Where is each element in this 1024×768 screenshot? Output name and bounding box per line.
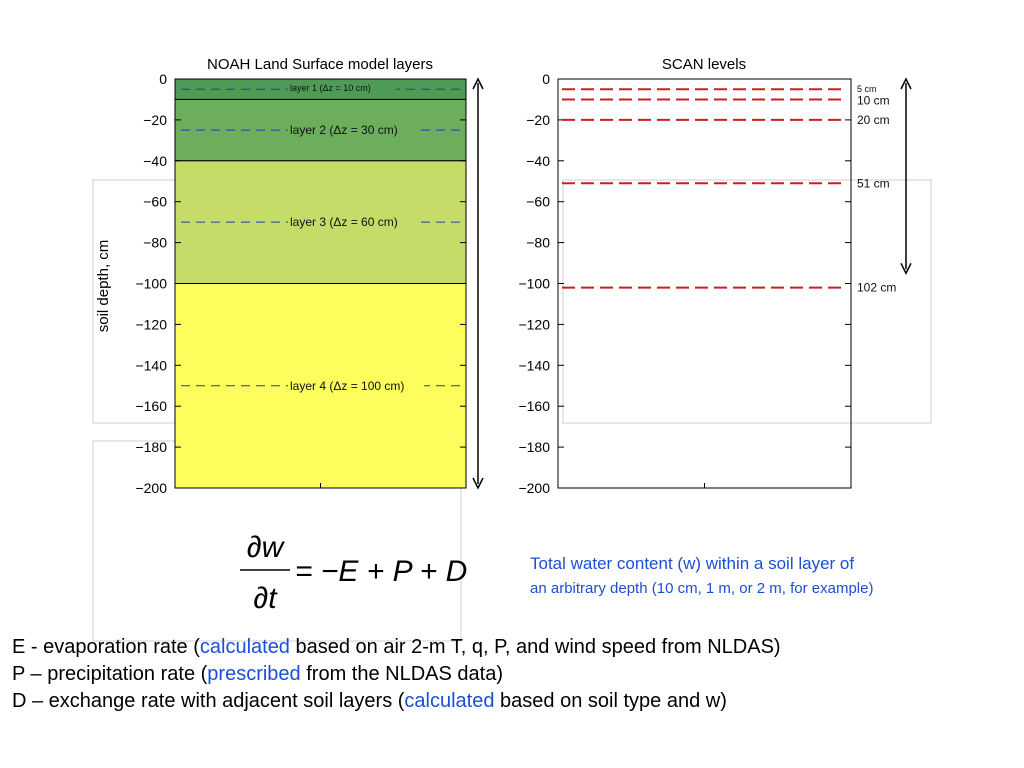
notes-block [12,634,1012,715]
note-evaporation [12,634,1012,661]
noah-tick-label: −120 [135,316,167,333]
scan-level-label: 51 cm [857,176,890,191]
noah-layer-1-label: layer 1 (Δz = 10 cm) [290,83,371,94]
scan-tick-label: −100 [518,275,550,292]
scan-level-label: 102 cm [857,280,897,295]
noah-tick-label: −60 [143,193,167,210]
noah-tick-label: −40 [143,152,167,169]
note-precipitation-pre: P – precipitation rate ( [12,663,208,685]
note-precipitation-highlight: prescribed [207,663,301,685]
scan-tick-label: −20 [526,111,550,128]
water-balance-equation [240,531,467,615]
scan-level-label: 5 cm [857,84,877,95]
description-line-2: an arbitrary depth (10 cm, 1 m, or 2 m, for example) [530,580,874,597]
noah-tick-label: −80 [143,234,167,251]
scan-level-label: 20 cm [857,112,890,127]
scan-tick-label: −140 [518,357,550,374]
scan-tick-label: −80 [526,234,550,251]
scan-level-label: 10 cm [857,93,890,108]
noah-panel-title: NOAH Land Surface model layers [207,56,433,73]
scan-tick-label: −60 [526,193,550,210]
noah-layer-4-label: layer 4 (Δz = 100 cm) [290,378,405,393]
note-exchange-post: based on soil type and w) [494,690,727,712]
scan-levels-panel [518,56,911,496]
scan-tick-label: 0 [542,71,550,87]
equation-rhs: = −E + P + D [295,555,468,588]
noah-tick-label: −200 [135,480,167,496]
noah-layers-panel [95,56,483,496]
note-exchange-pre: D – exchange rate with adjacent soil layers ( [12,690,405,712]
scan-tick-label: −180 [518,439,550,456]
noah-layer-2-label: layer 2 (Δz = 30 cm) [290,123,398,138]
noah-tick-label: 0 [159,71,167,87]
note-evaporation-post: based on air 2-m T, q, P, and wind speed from NLDAS) [289,636,781,658]
equation-denominator: ∂t [253,582,277,615]
note-exchange [12,688,1012,715]
noah-tick-label: −180 [135,439,167,456]
note-exchange-highlight: calculated [404,690,495,712]
equation-numerator: ∂w [246,531,284,564]
note-precipitation-post: from the NLDAS data) [300,663,503,685]
overlay-frame-right [563,180,931,423]
scan-plot-frame [558,79,851,488]
scan-tick-label: −200 [518,480,550,496]
noah-y-axis-label: soil depth, cm [95,239,112,333]
scan-panel-title: SCAN levels [661,56,747,73]
scan-tick-label: −160 [518,398,550,415]
noah-tick-label: −20 [143,111,167,128]
noah-tick-label: −100 [135,275,167,292]
note-evaporation-pre: E - evaporation rate ( [12,636,200,658]
note-evaporation-highlight: calculated [199,636,290,658]
noah-tick-label: −140 [135,357,167,374]
scan-tick-label: −40 [526,152,550,169]
noah-layer-3-label: layer 3 (Δz = 60 cm) [290,215,398,230]
scan-tick-label: −120 [518,316,550,333]
noah-tick-label: −160 [135,398,167,415]
note-precipitation [12,661,1012,688]
description-line-1: Total water content (w) within a soil layer of [530,554,855,573]
